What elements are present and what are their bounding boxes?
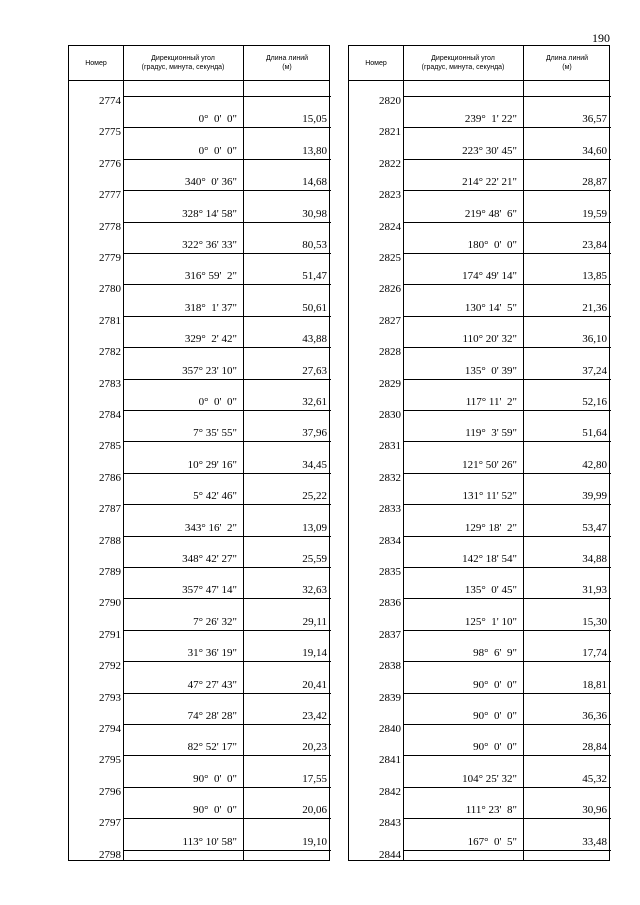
row-divider <box>123 159 331 160</box>
point-number: 2838 <box>379 660 401 673</box>
line-length: 34,88 <box>582 553 607 565</box>
line-length: 28,87 <box>582 176 607 189</box>
direction-angle: 98° 6' 9" <box>473 647 517 660</box>
point-number: 2825 <box>379 252 401 264</box>
header-angle: Дирекционный угол (градус, минута, секунда) <box>141 55 225 71</box>
line-length: 52,16 <box>582 396 607 408</box>
point-number: 2826 <box>379 283 401 296</box>
row-divider <box>403 222 611 223</box>
line-length: 29,11 <box>302 615 327 628</box>
direction-angle: 180° 0' 0" <box>467 239 517 251</box>
point-number: 2832 <box>379 471 401 484</box>
direction-angle: 90° 0' 0" <box>473 678 517 691</box>
point-number: 2795 <box>99 754 121 767</box>
point-number: 2836 <box>379 597 401 610</box>
direction-angle: 119° 3' 59" <box>465 427 517 440</box>
row-divider <box>403 441 611 442</box>
point-number: 2840 <box>379 723 401 735</box>
direction-angle: 0° 0' 0" <box>198 144 237 157</box>
row-divider <box>123 755 331 756</box>
direction-angle: 31° 36' 19" <box>187 647 237 660</box>
row-divider <box>123 787 331 788</box>
row-divider <box>123 661 331 662</box>
direction-angle: 340° 0' 36" <box>184 176 237 189</box>
point-number: 2788 <box>99 534 121 547</box>
row-divider <box>403 567 611 568</box>
line-length: 36,10 <box>582 333 607 346</box>
point-number: 2844 <box>379 848 401 861</box>
point-number: 2776 <box>99 157 121 170</box>
row-divider <box>123 724 331 725</box>
line-length: 53,47 <box>582 521 607 534</box>
point-number: 2839 <box>379 691 401 704</box>
point-number: 2774 <box>99 95 121 107</box>
direction-angle: 135° 0' 45" <box>464 584 517 597</box>
row-divider <box>123 284 331 285</box>
line-length: 42,80 <box>582 458 607 471</box>
direction-angle: 239° 1' 22" <box>464 113 517 126</box>
point-number: 2785 <box>99 440 121 453</box>
direction-angle: 135° 0' 39" <box>464 364 517 377</box>
line-length: 51,47 <box>302 270 327 283</box>
header-number: Номер <box>85 59 107 67</box>
row-divider <box>123 379 331 380</box>
direction-angle: 110° 20' 32" <box>462 333 517 346</box>
line-length: 19,14 <box>302 647 327 660</box>
row-divider <box>123 441 331 442</box>
direction-angle: 142° 18' 54" <box>462 553 517 565</box>
line-length: 36,57 <box>582 113 607 126</box>
row-divider <box>403 504 611 505</box>
point-number: 2841 <box>379 754 401 767</box>
direction-angle: 90° 0' 0" <box>193 804 237 817</box>
header-angle: Дирекционный угол (градус, минута, секунда) <box>421 55 505 71</box>
header-number: Номер <box>365 59 387 67</box>
row-divider <box>123 473 331 474</box>
row-divider <box>403 253 611 254</box>
line-length: 14,68 <box>302 176 327 189</box>
point-number: 2789 <box>99 566 121 578</box>
point-number: 2843 <box>379 817 401 830</box>
line-length: 19,59 <box>582 207 607 220</box>
direction-angle: 5° 42' 46" <box>193 490 237 503</box>
line-length: 25,22 <box>302 490 327 503</box>
direction-angle: 131° 11' 52" <box>462 490 517 503</box>
point-number: 2780 <box>99 283 121 296</box>
column-divider <box>523 46 524 860</box>
line-length: 13,80 <box>302 144 327 157</box>
line-length: 17,74 <box>582 647 607 660</box>
line-length: 45,32 <box>582 772 607 785</box>
row-divider <box>123 96 331 97</box>
row-divider <box>403 693 611 694</box>
point-number: 2831 <box>379 440 401 453</box>
direction-angle: 104° 25' 32" <box>462 772 517 785</box>
direction-angle: 90° 0' 0" <box>193 772 237 785</box>
direction-angle: 129° 18' 2" <box>464 521 517 534</box>
row-divider <box>403 536 611 537</box>
row-divider <box>403 787 611 788</box>
page-number: 190 <box>592 31 610 45</box>
direction-angle: 174° 49' 14" <box>462 270 517 283</box>
row-divider <box>403 159 611 160</box>
row-divider <box>403 724 611 725</box>
line-length: 13,09 <box>302 521 327 534</box>
point-number: 2830 <box>379 409 401 421</box>
line-length: 43,88 <box>302 333 327 346</box>
direction-angle: 74° 28' 28" <box>187 710 237 722</box>
point-number: 2784 <box>99 409 121 421</box>
point-number: 2786 <box>99 471 121 484</box>
point-number: 2781 <box>99 314 121 327</box>
row-divider <box>403 661 611 662</box>
row-divider <box>123 504 331 505</box>
row-divider <box>123 222 331 223</box>
row-divider <box>403 127 611 128</box>
line-length: 32,63 <box>302 584 327 597</box>
line-length: 51,64 <box>582 427 607 440</box>
line-length: 30,96 <box>582 804 607 817</box>
line-length: 23,42 <box>302 710 327 722</box>
line-length: 19,10 <box>302 835 327 848</box>
direction-angle: 90° 0' 0" <box>473 710 517 722</box>
direction-angle: 117° 11' 2" <box>465 396 517 408</box>
line-length: 30,98 <box>302 207 327 220</box>
point-number: 2779 <box>99 252 121 264</box>
point-number: 2796 <box>99 785 121 798</box>
point-number: 2787 <box>99 503 121 516</box>
line-length: 34,45 <box>302 458 327 471</box>
line-length: 15,30 <box>582 615 607 628</box>
line-length: 34,60 <box>582 144 607 157</box>
direction-angle: 7° 26' 32" <box>193 615 237 628</box>
coordinates-table-left <box>68 45 330 861</box>
point-number: 2824 <box>379 220 401 233</box>
direction-angle: 0° 0' 0" <box>198 113 237 126</box>
line-length: 37,24 <box>582 364 607 377</box>
line-length: 20,23 <box>302 741 327 754</box>
point-number: 2833 <box>379 503 401 516</box>
column-divider <box>243 46 244 860</box>
row-divider <box>123 693 331 694</box>
line-length: 37,96 <box>302 427 327 440</box>
header-length: Длина линий (м) <box>265 55 309 71</box>
point-number: 2829 <box>379 377 401 390</box>
row-divider <box>403 410 611 411</box>
row-divider <box>403 379 611 380</box>
point-number: 2775 <box>99 126 121 139</box>
point-number: 2792 <box>99 660 121 673</box>
row-divider <box>123 316 331 317</box>
direction-angle: 10° 29' 16" <box>187 458 237 471</box>
point-number: 2822 <box>379 157 401 170</box>
point-number: 2783 <box>99 377 121 390</box>
row-divider <box>123 536 331 537</box>
direction-angle: 219° 48' 6" <box>464 207 517 220</box>
point-number: 2790 <box>99 597 121 610</box>
point-number: 2793 <box>99 691 121 704</box>
point-number: 2842 <box>379 785 401 798</box>
row-divider <box>403 96 611 97</box>
row-divider <box>123 347 331 348</box>
line-length: 31,93 <box>582 584 607 597</box>
line-length: 32,61 <box>302 396 327 408</box>
direction-angle: 357° 47' 14" <box>182 584 237 597</box>
column-divider <box>123 46 124 860</box>
direction-angle: 0° 0' 0" <box>198 396 237 408</box>
point-number: 2828 <box>379 346 401 359</box>
direction-angle: 113° 10' 58" <box>182 835 237 848</box>
direction-angle: 343° 16' 2" <box>184 521 237 534</box>
row-divider <box>123 567 331 568</box>
point-number: 2777 <box>99 189 121 202</box>
direction-angle: 130° 14' 5" <box>464 301 517 314</box>
line-length: 20,06 <box>302 804 327 817</box>
point-number: 2837 <box>379 628 401 641</box>
line-length: 33,48 <box>582 835 607 848</box>
point-number: 2778 <box>99 220 121 233</box>
point-number: 2835 <box>379 566 401 578</box>
row-divider <box>123 190 331 191</box>
line-length: 15,05 <box>302 113 327 126</box>
row-divider <box>123 818 331 819</box>
row-divider <box>123 850 331 851</box>
row-divider <box>403 473 611 474</box>
line-length: 50,61 <box>302 301 327 314</box>
line-length: 28,84 <box>582 741 607 754</box>
row-divider <box>403 190 611 191</box>
row-divider <box>403 850 611 851</box>
direction-angle: 82° 52' 17" <box>187 741 237 754</box>
direction-angle: 125° 1' 10" <box>464 615 517 628</box>
point-number: 2797 <box>99 817 121 830</box>
direction-angle: 223° 30' 45" <box>462 144 517 157</box>
point-number: 2827 <box>379 314 401 327</box>
direction-angle: 47° 27' 43" <box>187 678 237 691</box>
point-number: 2820 <box>379 95 401 107</box>
direction-angle: 329° 2' 42" <box>184 333 237 346</box>
row-divider <box>403 284 611 285</box>
direction-angle: 318° 1' 37" <box>184 301 237 314</box>
line-length: 36,36 <box>582 710 607 722</box>
row-divider <box>403 316 611 317</box>
row-divider <box>123 253 331 254</box>
line-length: 39,99 <box>582 490 607 503</box>
row-divider <box>403 598 611 599</box>
direction-angle: 357° 23' 10" <box>182 364 237 377</box>
line-length: 27,63 <box>302 364 327 377</box>
row-divider <box>123 598 331 599</box>
row-divider <box>403 818 611 819</box>
header-length: Длина линий (м) <box>545 55 589 71</box>
row-divider <box>123 127 331 128</box>
coordinates-table-right <box>348 45 610 861</box>
line-length: 18,81 <box>582 678 607 691</box>
direction-angle: 328° 14' 58" <box>182 207 237 220</box>
point-number: 2798 <box>99 848 121 861</box>
row-divider <box>123 410 331 411</box>
direction-angle: 7° 35' 55" <box>193 427 237 440</box>
point-number: 2821 <box>379 126 401 139</box>
row-divider <box>403 755 611 756</box>
line-length: 21,36 <box>582 301 607 314</box>
direction-angle: 322° 36' 33" <box>182 239 237 251</box>
direction-angle: 316° 59' 2" <box>184 270 237 283</box>
row-divider <box>403 347 611 348</box>
direction-angle: 167° 0' 5" <box>467 835 517 848</box>
line-length: 25,59 <box>302 553 327 565</box>
direction-angle: 214° 22' 21" <box>462 176 517 189</box>
row-divider <box>403 630 611 631</box>
point-number: 2834 <box>379 534 401 547</box>
column-divider <box>403 46 404 860</box>
row-divider <box>123 630 331 631</box>
point-number: 2794 <box>99 723 121 735</box>
line-length: 80,53 <box>302 239 327 251</box>
point-number: 2791 <box>99 628 121 641</box>
line-length: 13,85 <box>582 270 607 283</box>
line-length: 20,41 <box>302 678 327 691</box>
line-length: 17,55 <box>302 772 327 785</box>
direction-angle: 348° 42' 27" <box>182 553 237 565</box>
point-number: 2782 <box>99 346 121 359</box>
line-length: 23,84 <box>582 239 607 251</box>
direction-angle: 90° 0' 0" <box>473 741 517 754</box>
point-number: 2823 <box>379 189 401 202</box>
direction-angle: 121° 50' 26" <box>462 458 517 471</box>
direction-angle: 111° 23' 8" <box>465 804 517 817</box>
